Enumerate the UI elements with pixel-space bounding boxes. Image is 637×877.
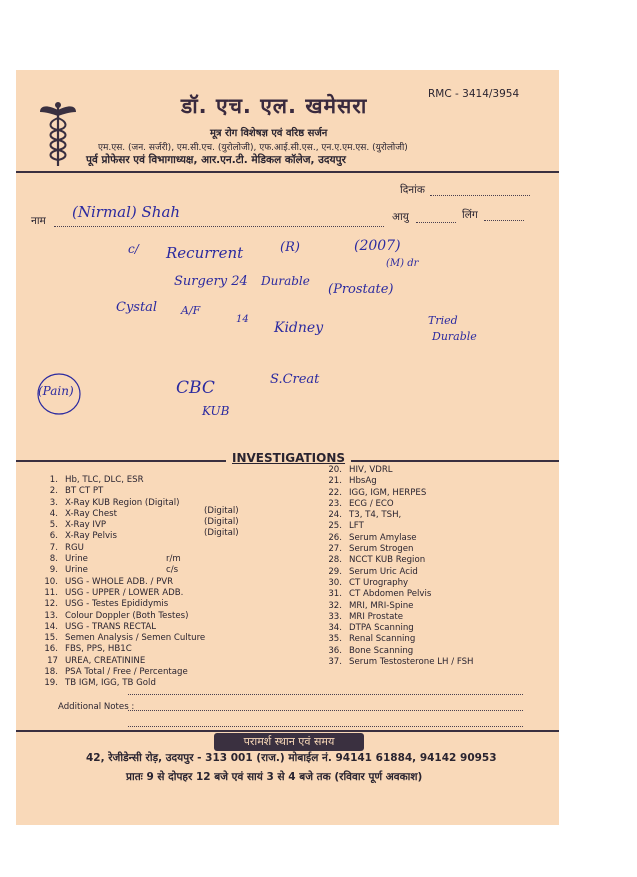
consult-label: परामर्श स्थान एवं समय — [214, 733, 364, 751]
position: पूर्व प्रोफेसर एवं विभागाध्यक्ष, आर.एन.टी. मेडिकल कॉलेज, उदयपुर — [86, 154, 346, 166]
handwriting-circle — [34, 370, 84, 418]
investigation-item — [32, 633, 205, 644]
investigation-item — [316, 488, 474, 499]
investigation-item — [316, 646, 474, 657]
doctor-name: डॉ. एच. एल. खमेसरा — [181, 94, 368, 118]
investigation-label: MRI Prostate — [349, 611, 404, 622]
investigation-label: BT CT PT — [65, 486, 104, 497]
notes-line — [128, 694, 523, 695]
notes-line — [128, 726, 523, 727]
investigation-label: CT Abdomen Pelvis — [349, 589, 432, 600]
degrees: एम.एस. (जन. सर्जरी), एम.सी.एच. (युरोलोजी), एफ.आई.सी.एस., एन.ए.एम.एस. (युरोलोजी) — [98, 143, 408, 153]
investigation-number: 19. — [44, 678, 58, 689]
investigation-number: 35. — [328, 634, 342, 645]
investigation-number: 33. — [328, 611, 342, 622]
handwriting-line: (M) dr — [386, 258, 419, 269]
date-line — [430, 195, 530, 196]
investigation-number: 4. — [49, 508, 58, 519]
investigation-number: 29. — [328, 566, 342, 577]
investigation-item — [32, 531, 205, 542]
investigation-label: Serum Strogen — [349, 544, 414, 555]
investigation-label: ECG / ECO — [349, 498, 394, 509]
handwriting-line: c/ — [128, 242, 139, 256]
investigation-label: UREA, CREATININE — [65, 655, 146, 666]
handwriting-line: Cystal — [116, 300, 158, 315]
investigation-item — [32, 475, 205, 486]
investigation-label: CT Urography — [349, 577, 409, 588]
investigation-item — [316, 499, 474, 510]
investigation-label: USG - Testes Epididymis — [65, 599, 169, 610]
investigation-item — [32, 543, 205, 554]
investigation-label: LFT — [349, 521, 364, 532]
investigation-item — [32, 599, 205, 610]
investigation-label: USG - TRANS RECTAL — [65, 621, 156, 632]
additional-notes-label: Additional Notes : — [58, 702, 135, 712]
investigation-item — [32, 622, 205, 633]
investigation-label: X-Ray Pelvis — [65, 531, 117, 542]
investigation-label: X-Ray KUB Region (Digital) — [65, 497, 180, 508]
investigation-number: 34. — [328, 623, 342, 634]
handwriting-line: (Pain) — [38, 384, 74, 398]
investigation-item — [32, 611, 205, 622]
investigation-number: 17 — [47, 655, 58, 666]
clinic-hours: प्रातः 9 से दोपहर 12 बजे एवं सायं 3 से 4 बजे तक (रविवार पूर्ण अवकाश) — [126, 771, 423, 783]
investigation-item — [316, 476, 474, 487]
investigation-item — [316, 612, 474, 623]
digital-note: (Digital) — [204, 506, 239, 516]
investigation-item — [316, 623, 474, 634]
investigation-item — [316, 521, 474, 532]
investigation-item — [32, 667, 205, 678]
investigation-item — [316, 465, 474, 476]
rmc-number: RMC - 3414/3954 — [428, 88, 520, 100]
date-label: दिनांक — [400, 184, 425, 196]
prescription-sheet — [16, 70, 559, 825]
investigation-number: 30. — [328, 577, 342, 588]
investigation-number: 20. — [328, 465, 342, 475]
investigation-label: USG - WHOLE ADB. / PVR — [65, 576, 174, 587]
handwriting-line: Surgery 24 — [174, 274, 248, 289]
investigation-number: 22. — [328, 487, 342, 498]
handwriting-line: KUB — [202, 404, 230, 418]
age-line — [416, 222, 456, 223]
investigation-item — [32, 577, 205, 588]
investigation-label: X-Ray IVP — [65, 520, 107, 531]
investigation-number: 12. — [44, 599, 58, 610]
investigation-item — [316, 510, 474, 521]
investigation-number: 24. — [328, 510, 342, 521]
investigation-label: Semen Analysis / Semen Culture — [65, 633, 206, 644]
handwriting-line: Durable — [261, 274, 310, 288]
investigation-number: 31. — [328, 589, 342, 600]
investigation-number: 9. — [49, 565, 58, 576]
investigation-number: 25. — [328, 521, 342, 532]
investigation-item — [316, 578, 474, 589]
investigation-label: TB IGM, IGG, TB Gold — [65, 678, 156, 689]
investigations-left-list — [32, 475, 205, 690]
investigation-number: 23. — [328, 498, 342, 509]
investigation-number: 10. — [44, 576, 58, 587]
investigation-label: DTPA Scanning — [349, 623, 414, 634]
handwriting-line: Kidney — [274, 320, 324, 336]
investigation-label: Serum Uric Acid — [349, 566, 418, 577]
investigation-label: Urine — [65, 554, 88, 565]
investigation-item — [32, 656, 205, 667]
investigation-item — [32, 588, 205, 599]
investigation-number: 27. — [328, 544, 342, 555]
investigation-label: MRI, MRI-Spine — [349, 600, 414, 611]
gender-label: लिंग — [462, 209, 478, 221]
handwriting-line: (Prostate) — [328, 282, 394, 297]
investigation-label: PSA Total / Free / Percentage — [65, 667, 188, 678]
investigation-number: 2. — [49, 486, 58, 497]
caduceus-icon — [38, 100, 78, 168]
investigation-label: Urine — [65, 565, 88, 576]
investigation-item — [32, 520, 205, 531]
handwriting-line: (2007) — [354, 238, 401, 254]
investigation-number: 11. — [44, 587, 58, 598]
handwriting-line: Durable — [432, 330, 477, 343]
investigation-label: X-Ray Chest — [65, 508, 118, 519]
gender-line — [484, 220, 524, 221]
investigation-label: Serum Amylase — [349, 532, 417, 543]
investigation-number: 14. — [44, 621, 58, 632]
investigation-label: HIV, VDRL — [349, 465, 393, 475]
investigation-item — [32, 678, 205, 689]
investigation-item — [32, 498, 205, 509]
handwriting-line: Tried — [428, 314, 458, 327]
investigation-item — [316, 601, 474, 612]
handwriting-name: (Nirmal) Shah — [72, 203, 181, 221]
investigation-item — [32, 644, 205, 655]
investigation-number: 3. — [49, 497, 58, 508]
investigation-number: 18. — [44, 667, 58, 678]
clinic-address: 42, रेजीडेन्सी रोड़, उदयपुर - 313 001 (राज.) मोबाईल नं. 94141 61884, 94142 90953 — [86, 752, 497, 764]
investigation-item — [316, 533, 474, 544]
age-label: आयु — [392, 211, 409, 223]
specialty: मूत्र रोग विशेषज्ञ एवं वरिष्ठ सर्जन — [210, 128, 328, 139]
investigation-number: 1. — [49, 475, 58, 485]
investigation-item — [316, 555, 474, 566]
digital-note: (Digital) — [204, 517, 239, 527]
urine-note: c/s — [166, 565, 179, 575]
handwriting-line: Recurrent — [166, 244, 244, 262]
investigation-number: 16. — [44, 644, 58, 655]
investigations-right-list — [316, 465, 474, 668]
handwriting-line: CBC — [176, 378, 215, 398]
investigation-label: NCCT KUB Region — [349, 555, 426, 566]
investigation-label: T3, T4, TSH, — [349, 510, 402, 521]
investigation-label: USG - UPPER / LOWER ADB. — [65, 587, 184, 598]
investigation-label: IGG, IGM, HERPES — [349, 487, 427, 498]
investigation-number: 32. — [328, 600, 342, 611]
name-label: नाम — [31, 215, 46, 227]
investigation-number: 8. — [49, 554, 58, 565]
header-divider — [16, 171, 559, 173]
investigation-number: 21. — [328, 476, 342, 487]
investigation-number: 15. — [44, 633, 58, 644]
investigation-item — [316, 589, 474, 600]
urine-note: r/m — [166, 554, 181, 564]
investigation-number: 37. — [328, 657, 342, 668]
investigation-item — [32, 565, 205, 576]
investigations-title: INVESTIGATIONS — [226, 451, 351, 465]
investigation-item — [316, 657, 474, 668]
investigation-number: 13. — [44, 610, 58, 621]
handwriting-line: (R) — [280, 240, 300, 255]
investigation-label: RGU — [65, 542, 84, 553]
handwriting-line: S.Creat — [270, 372, 320, 387]
investigation-item — [32, 509, 205, 520]
investigation-label: Bone Scanning — [349, 645, 414, 656]
investigation-label: Serum Testosterone LH / FSH — [349, 657, 474, 668]
investigation-number: 5. — [49, 520, 58, 531]
investigation-number: 6. — [49, 531, 58, 542]
investigation-label: Hb, TLC, DLC, ESR — [65, 475, 144, 485]
investigation-item — [316, 567, 474, 578]
name-line — [54, 226, 384, 227]
handwriting-line: A/F — [181, 304, 201, 317]
investigation-number: 26. — [328, 532, 342, 543]
investigation-label: Colour Doppler (Both Testes) — [65, 610, 189, 621]
investigation-label: FBS, PPS, HB1C — [65, 644, 132, 655]
investigation-label: HbsAg — [349, 476, 377, 487]
investigation-number: 7. — [49, 542, 58, 553]
investigation-number: 28. — [328, 555, 342, 566]
investigation-number: 36. — [328, 645, 342, 656]
investigation-item — [316, 544, 474, 555]
footer-divider — [16, 730, 559, 732]
investigation-item — [32, 486, 205, 497]
investigation-label: Renal Scanning — [349, 634, 416, 645]
notes-line — [128, 710, 523, 711]
digital-note: (Digital) — [204, 528, 239, 538]
handwriting-line: 14 — [236, 314, 249, 325]
investigation-item — [316, 634, 474, 645]
